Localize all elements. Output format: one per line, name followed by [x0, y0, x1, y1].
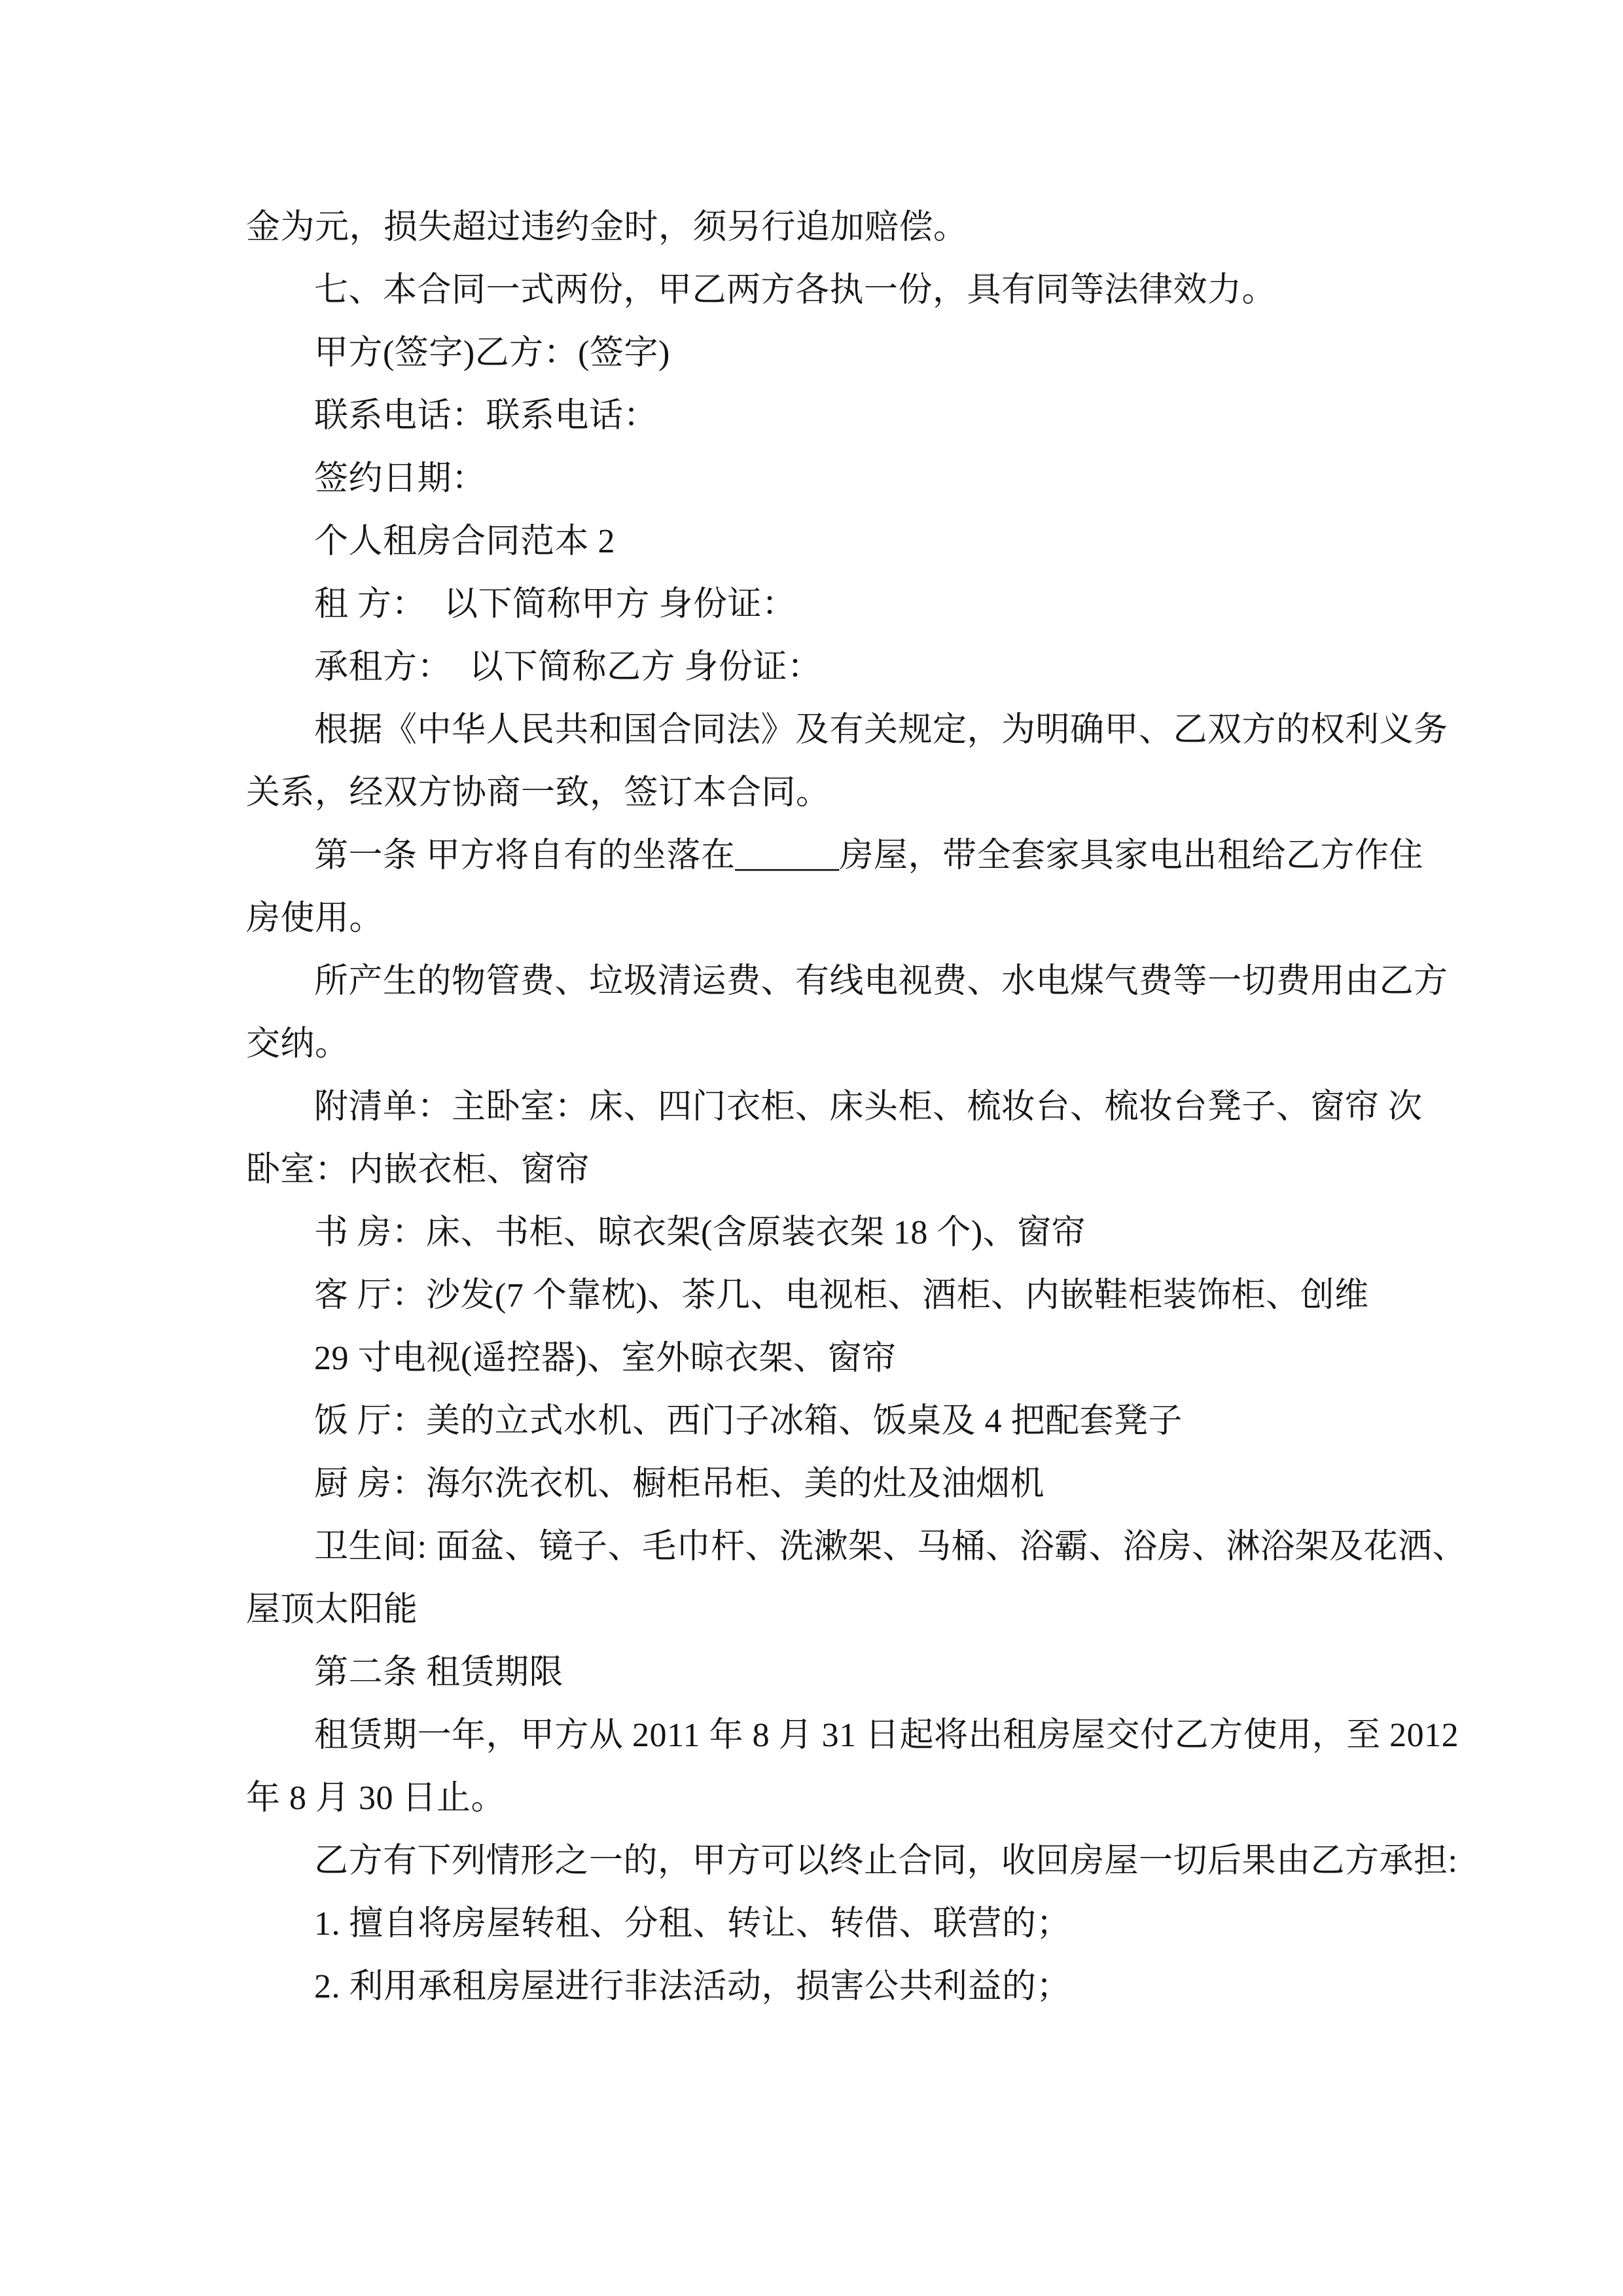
text-line: 联系电话：联系电话： [314, 397, 658, 435]
text-line: 卧室：内嵌衣柜、窗帘 [246, 1151, 590, 1189]
text-line: 甲方(签字)乙方：(签字) [314, 334, 670, 372]
text-line: 承租方： 以下简称乙方 身份证： [314, 649, 822, 686]
text-line: 乙方有下列情形之一的，甲方可以终止合同，收回房屋一切后果由乙方承担: [314, 1842, 1458, 1880]
text-line: 饭 厅：美的立式水机、西门子冰箱、饭桌及 4 把配套凳子 [314, 1403, 1183, 1440]
text-line: 年 8 月 30 日止。 [246, 1780, 506, 1817]
text-line: 卫生间: 面盆、镜子、毛巾杆、洗漱架、马桶、浴霸、浴房、淋浴架及花洒、 [314, 1528, 1467, 1566]
text-line: 签约日期： [314, 460, 486, 497]
text-line: 个人租房合同范本 2 [314, 523, 616, 560]
text-line: 第二条 租赁期限 [314, 1654, 564, 1691]
text-line: 七、本合同一式两份，甲乙两方各执一份，具有同等法律效力。 [314, 272, 1277, 309]
text-line: 客 厅：沙发(7 个靠枕)、茶几、电视柜、酒柜、内嵌鞋柜装饰柜、创维 [314, 1277, 1369, 1314]
contract-text [246, 196, 1467, 2018]
text-line: 交纳。 [246, 1026, 349, 1063]
text-line: 1. 擅自将房屋转租、分租、转让、转借、联营的； [314, 1905, 1071, 1943]
text-line: 附清单：主卧室：床、四门衣柜、床头柜、梳妆台、梳妆台凳子、窗帘 次 [314, 1088, 1423, 1126]
text-line: 根据《中华人民共和国合同法》及有关规定，为明确甲、乙双方的权利义务 [314, 711, 1448, 749]
text-line: 所产生的物管费、垃圾清运费、有线电视费、水电煤气费等一切费用由乙方 [314, 963, 1448, 1000]
text-line: 租 方： 以下简称甲方 身份证： [314, 586, 796, 623]
text-line: 书 房：床、书柜、晾衣架(含原装衣架 18 个)、窗帘 [314, 1214, 1086, 1251]
text-line: 金为元，损失超过违约金时，须另行追加赔偿。 [246, 209, 968, 246]
text-line: 29 寸电视(遥控器)、室外晾衣架、窗帘 [314, 1340, 897, 1377]
text-line: 关系，经双方协商一致，签订本合同。 [246, 774, 830, 812]
text-line: 租赁期一年，甲方从 2011 年 8 月 31 日起将出租房屋交付乙方使用，至 2012 [314, 1717, 1459, 1754]
text-line: 厨 房：海尔洗衣机、橱柜吊柜、美的灶及油烟机 [314, 1465, 1045, 1503]
text-line: 房使用。 [246, 900, 384, 937]
text-line: 屋顶太阳能 [246, 1591, 418, 1628]
text-line: 2. 利用承租房屋进行非法活动，损害公共利益的； [314, 1968, 1071, 2005]
text-line: 第一条 甲方将自有的坐落在______房屋，带全套家具家电出租给乙方作住 [314, 837, 1424, 874]
